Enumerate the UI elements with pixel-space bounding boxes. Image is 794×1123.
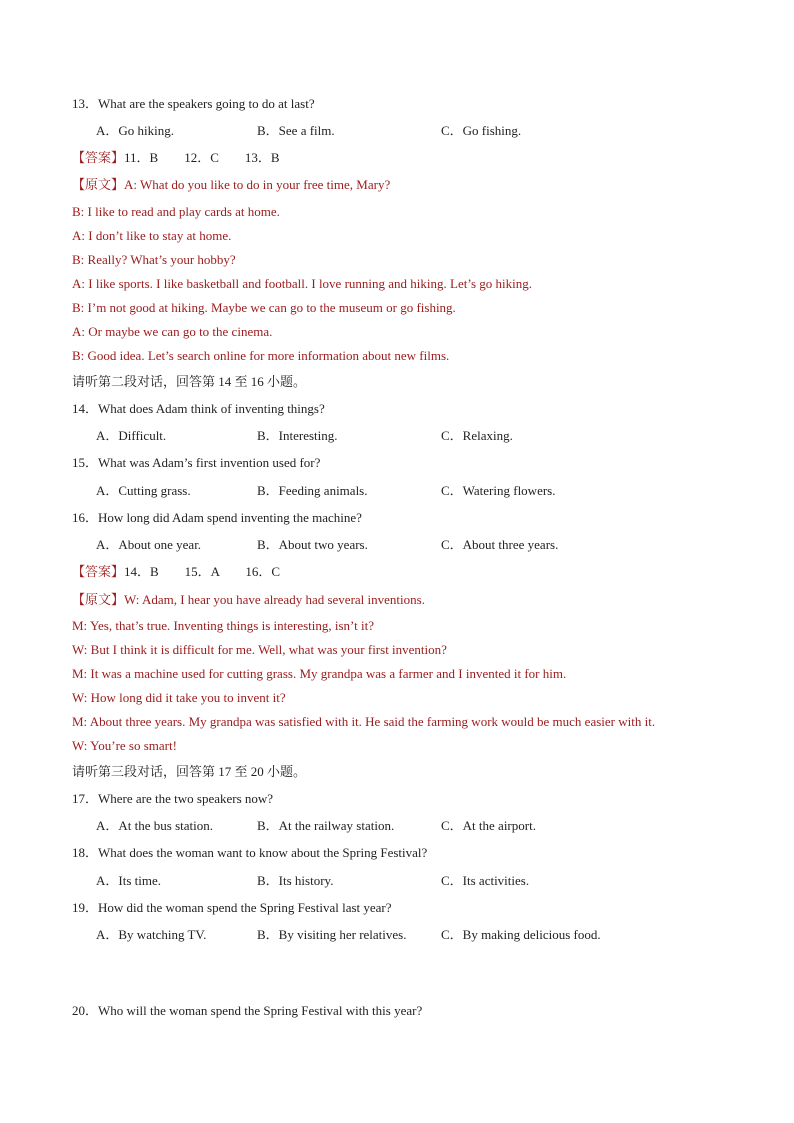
q16-option-c: C．About three years. — [441, 537, 559, 552]
q14-option-c: C．Relaxing. — [441, 428, 513, 443]
q19-option-c: C．By making delicious food. — [441, 927, 601, 942]
transcript-line: B: I like to read and play cards at home. — [72, 204, 280, 219]
transcript-line-1-first — [72, 177, 390, 193]
answer-text: 14．B 15．A 16．C — [124, 564, 281, 579]
q19-option-b: B．By visiting her relatives. — [257, 927, 407, 942]
transcript-line: A: I don’t like to stay at home. — [72, 228, 232, 243]
transcript-text: A: What do you like to do in your free time, Mary? — [124, 177, 391, 192]
question-18: 18．What does the woman want to know about the Spring Festival? — [72, 845, 428, 860]
section-2-instruction: 请听第二段对话，回答第 14 至 16 小题。 — [72, 374, 307, 389]
q15-option-b: B．Feeding animals. — [257, 483, 368, 498]
q17-option-a: A．At the bus station. — [96, 818, 213, 833]
question-13: 13．What are the speakers going to do at last? — [72, 96, 315, 111]
answer-tag: 【答案】 — [72, 564, 125, 579]
q13-option-c: C．Go fishing. — [441, 123, 522, 138]
transcript-line: B: Good idea. Let’s search online for more information about new films. — [72, 348, 450, 363]
question-15: 15．What was Adam’s first invention used for? — [72, 455, 321, 470]
q18-option-c: C．Its activities. — [441, 873, 530, 888]
transcript-line: A: Or maybe we can go to the cinema. — [72, 324, 273, 339]
q13-option-a: A．Go hiking. — [96, 123, 175, 138]
q14-option-a: A．Difficult. — [96, 428, 167, 443]
answer-text: 11．B 12．C 13．B — [124, 150, 280, 165]
transcript-line: M: Yes, that’s true. Inventing things is interesting, isn’t it? — [72, 618, 375, 633]
transcript-line: W: How long did it take you to invent it? — [72, 690, 286, 705]
transcript-line: W: But I think it is difficult for me. Well, what was your first invention? — [72, 642, 447, 657]
transcript-line: B: I’m not good at hiking. Maybe we can go to the museum or go fishing. — [72, 300, 456, 315]
q17-option-c: C．At the airport. — [441, 818, 536, 833]
transcript-tag: 【原文】 — [72, 592, 125, 607]
question-16: 16．How long did Adam spend inventing the machine? — [72, 510, 362, 525]
q16-option-b: B．About two years. — [257, 537, 368, 552]
q19-option-a: A．By watching TV. — [96, 927, 207, 942]
transcript-tag: 【原文】 — [72, 177, 125, 192]
q14-option-b: B．Interesting. — [257, 428, 338, 443]
q15-option-a: A．Cutting grass. — [96, 483, 191, 498]
q18-option-b: B．Its history. — [257, 873, 334, 888]
answer-line-2 — [72, 564, 280, 580]
transcript-text: W: Adam, I hear you have already had several inventions. — [124, 592, 425, 607]
answer-line-1 — [72, 150, 280, 166]
transcript-line: A: I like sports. I like basketball and football. I love running and hiking. Let’s go hiking. — [72, 276, 532, 291]
q15-option-c: C．Watering flowers. — [441, 483, 556, 498]
question-19: 19．How did the woman spend the Spring Festival last year? — [72, 900, 392, 915]
q16-option-a: A．About one year. — [96, 537, 202, 552]
transcript-line: W: You’re so smart! — [72, 738, 177, 753]
question-14: 14．What does Adam think of inventing things? — [72, 401, 325, 416]
q17-option-b: B．At the railway station. — [257, 818, 395, 833]
question-17: 17．Where are the two speakers now? — [72, 791, 274, 806]
transcript-line: M: About three years. My grandpa was satisfied with it. He said the farming work would be much easier with it. — [72, 714, 656, 729]
q13-option-b: B．See a film. — [257, 123, 335, 138]
question-20: 20．Who will the woman spend the Spring Festival with this year? — [72, 1003, 423, 1018]
section-3-instruction: 请听第三段对话，回答第 17 至 20 小题。 — [72, 764, 307, 779]
q18-option-a: A．Its time. — [96, 873, 161, 888]
transcript-line-2-first — [72, 592, 425, 608]
transcript-line: M: It was a machine used for cutting grass. My grandpa was a farmer and I invented it for him. — [72, 666, 567, 681]
answer-tag: 【答案】 — [72, 150, 125, 165]
transcript-line: B: Really? What’s your hobby? — [72, 252, 236, 267]
